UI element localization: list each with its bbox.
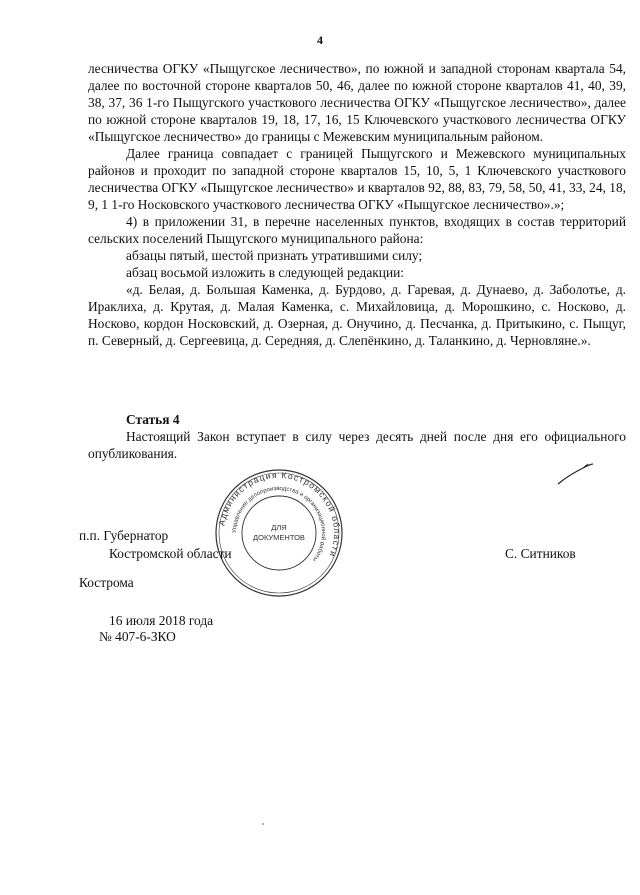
article-text: Настоящий Закон вступает в силу через десять дней после дня его официального опубликования. (88, 429, 626, 461)
paragraph-repeal: абзацы пятый, шестой признать утратившими силу; (126, 248, 423, 263)
paragraph-settlements-list: «д. Белая, д. Большая Каменка, д. Бурдово, д. Гаревая, д. Дунаево, д. Заболотье, д. Ираклиха, д. Крутая, д. Малая Каменка, с. Михайловица, д. Морошкино, с. Носково, д. Носково, кордон Носковский, д. Озерная, д. Онучино, д. Песчанка, д. Притыкино, с. Пыщуг, п. Северный, д. Сергеевица, д. Середняя, д. Слепёнкино, д. Таланкино, д. Черновляне.». (88, 282, 626, 348)
official-stamp (214, 468, 344, 598)
svg-text:ДЛЯ: ДЛЯ (271, 523, 287, 532)
handwritten-signature (555, 458, 595, 488)
paragraph-forest-boundary: лесничества ОГКУ «Пыщугское лесничество», по южной и западной сторонам квартала 54, далее по восточной стороне кварталов 50, 46, далее по южной стороне кварталов 41, 40, 39, 38, 37, 36 1-го Пыщугского участкового лесничества ОГКУ «Пыщугское лесничество», далее по южной стороне кварталов 19, 18, 17, 16, 15 Ключевского участкового лесничества ОГКУ «Пыщугское лесничество» до границы с Межевским муниципальным районом. (88, 61, 626, 144)
scan-speck (262, 823, 264, 825)
signer-name: С. Ситников (505, 546, 576, 561)
article-heading: Статья 4 (126, 412, 180, 427)
city: Кострома (79, 575, 134, 590)
paragraph-new-wording: абзац восьмой изложить в следующей редакции: (126, 265, 405, 280)
document-body (88, 60, 626, 349)
document-date: 16 июля 2018 года (109, 613, 214, 628)
page-number: 4 (317, 33, 323, 47)
svg-text:Управление делопроизводства и: Управление делопроизводства и организационной работы (231, 485, 327, 563)
paragraph-district-boundary: Далее граница совпадает с границей Пыщугского и Межевского муниципальных районов и проходит по западной стороне кварталов 15, 10, 5, 1 Ключевского участкового лесничества ОГКУ «Пыщугское лесничество» и кварталов 92, 88, 83, 79, 58, 50, 41, 33, 24, 18, 9, 1 1-го Носковского участкового лесничества ОГКУ «Пыщугское лесничество».»; (88, 146, 626, 212)
paragraph-appendix-31: 4) в приложении 31, в перечне населенных пунктов, входящих в состав территорий сельских поселений Пыщугского муниципального района: (88, 214, 626, 246)
svg-text:ДОКУМЕНТОВ: ДОКУМЕНТОВ (253, 533, 305, 542)
signer-title: п.п. Губернатор (79, 528, 169, 543)
svg-text:Администрация Костромской обла: Администрация Костромской области (216, 469, 343, 560)
signer-region: Костромской области (109, 546, 232, 561)
document-number: № 407-6-ЗКО (99, 629, 176, 644)
article-body (88, 428, 626, 462)
